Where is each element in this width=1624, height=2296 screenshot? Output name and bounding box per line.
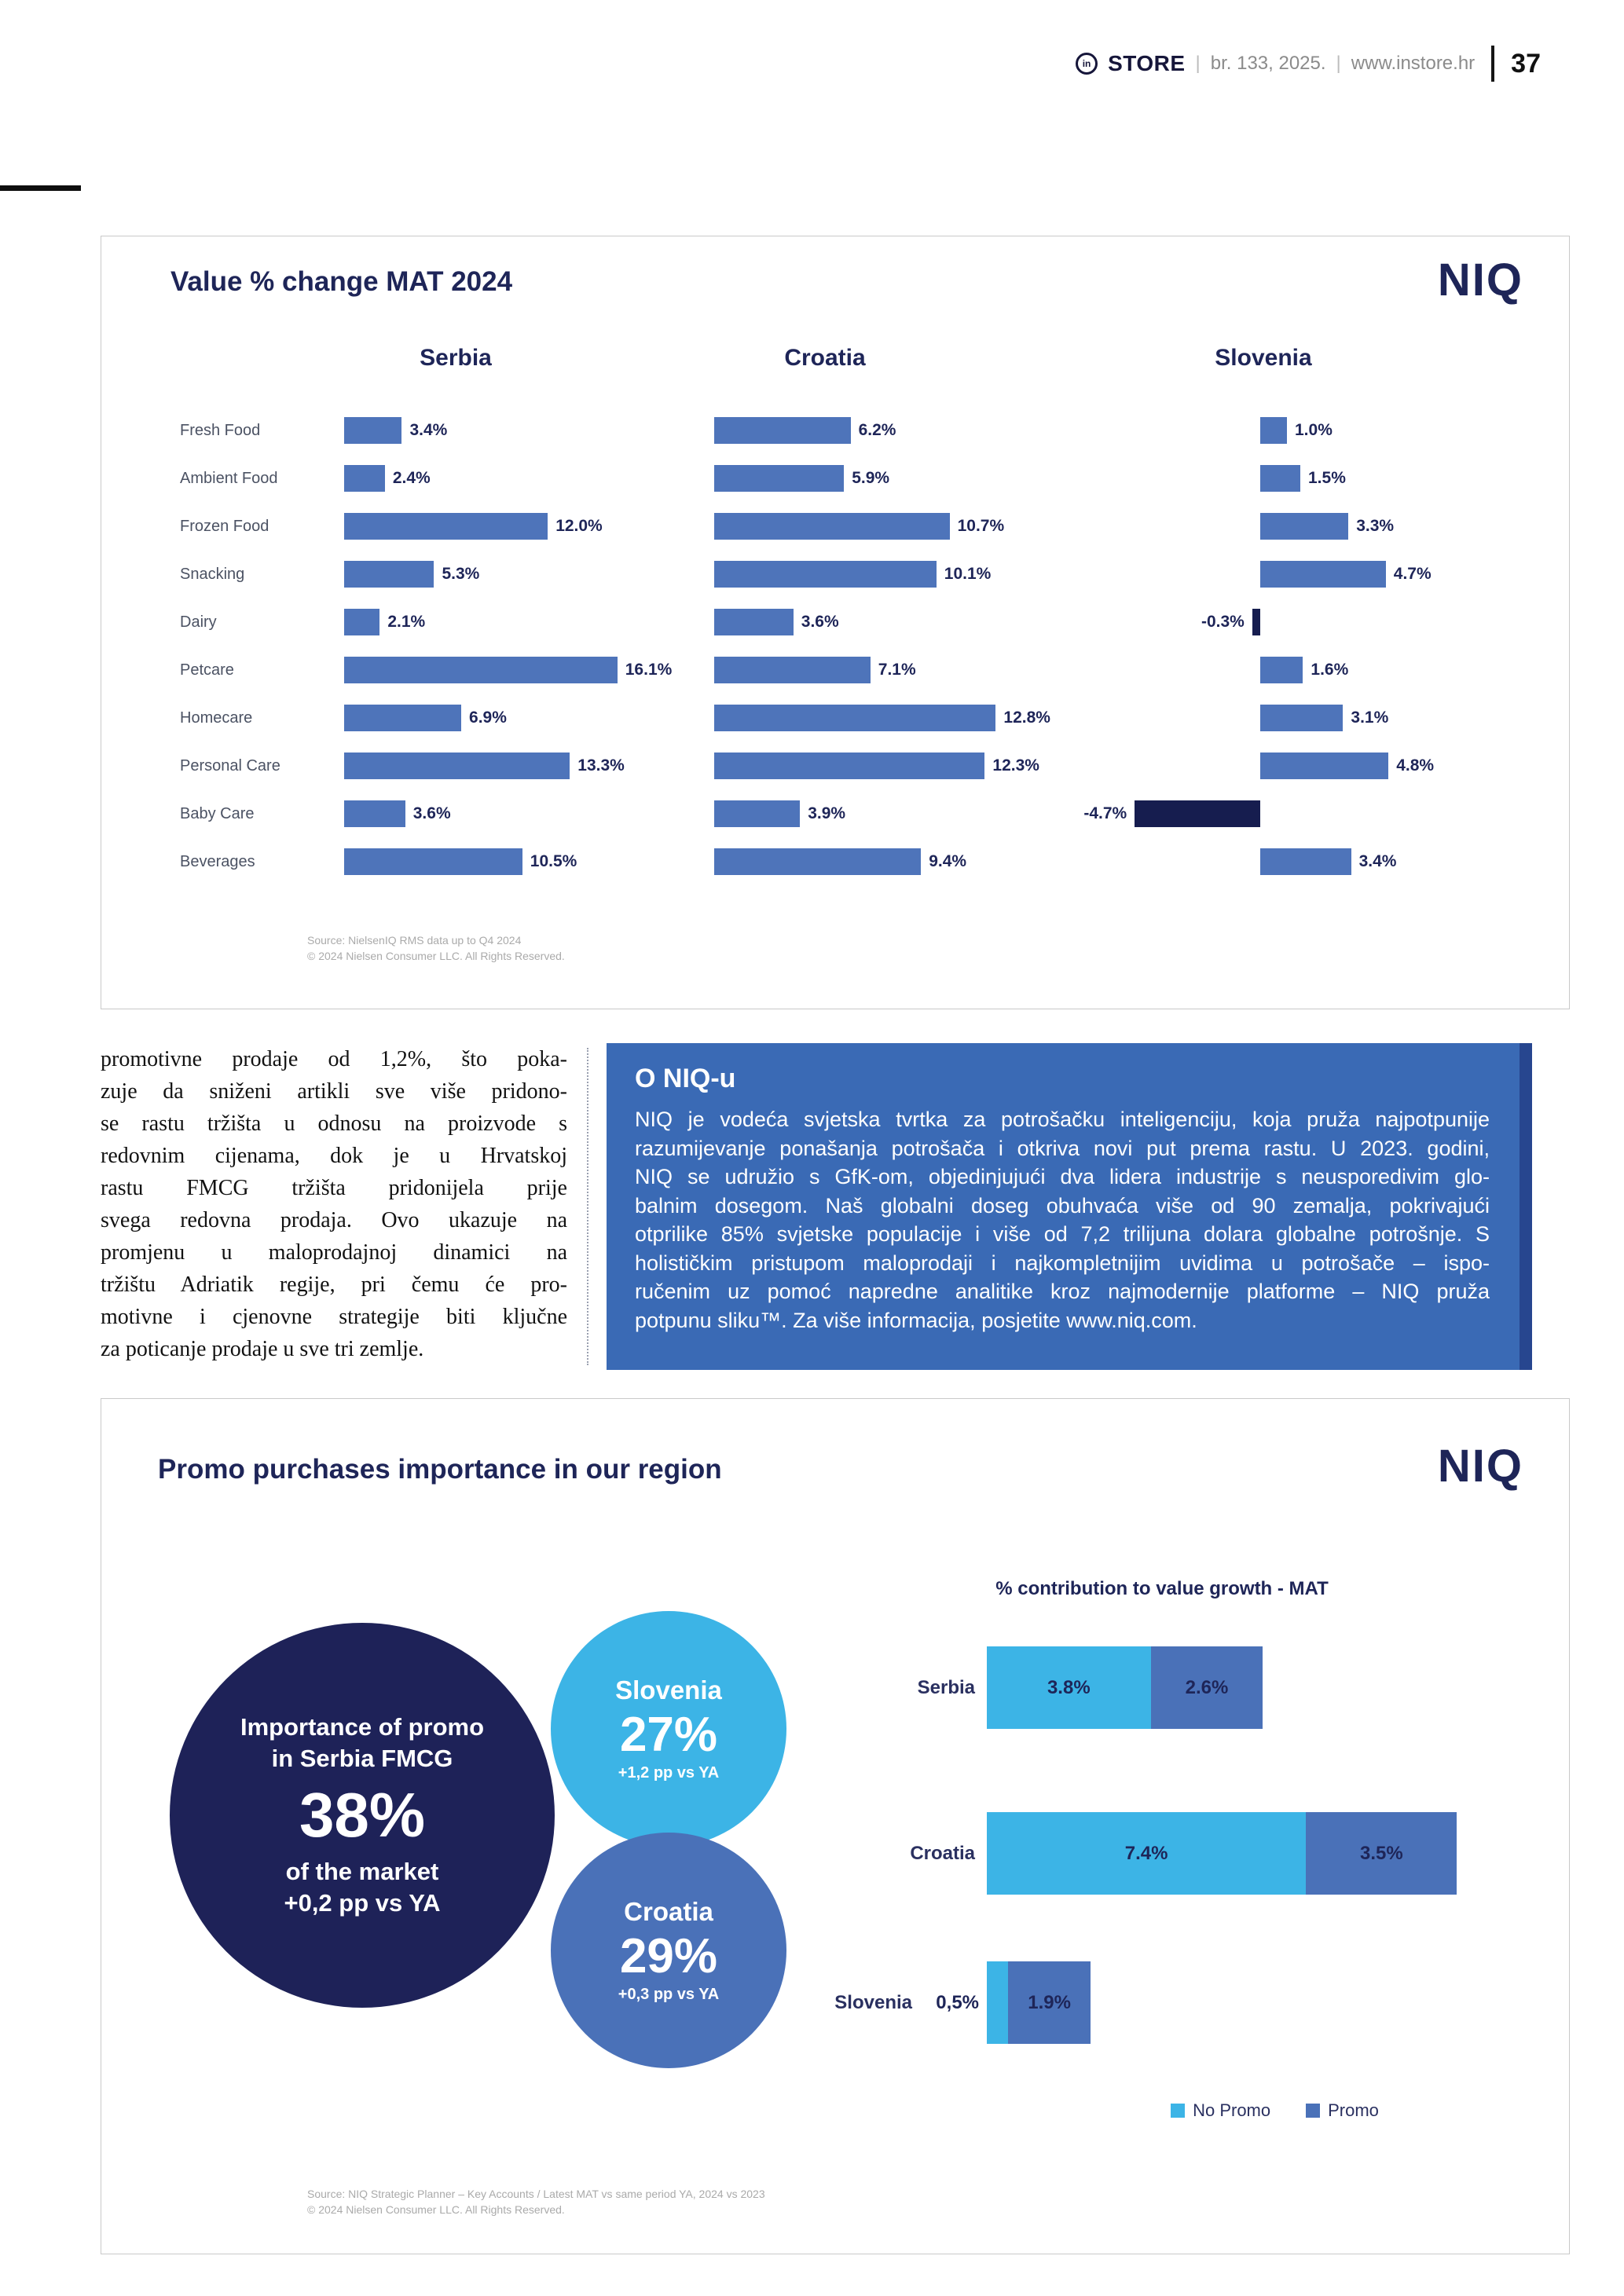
source-block (307, 2186, 765, 2217)
promo-value-label: 1.9% (1028, 1991, 1071, 2013)
source-block (307, 932, 565, 964)
no-promo-value-label: 3.8% (1047, 1676, 1091, 1698)
instore-logo-icon (1076, 53, 1098, 75)
bar-value-label: 3.3% (1356, 517, 1395, 535)
country-label: Serbia (917, 1676, 975, 1698)
column-header-serbia: Serbia (420, 345, 492, 371)
header-rule (1491, 46, 1494, 82)
bar-value-label: 2.1% (387, 613, 426, 631)
bar-slovenia-baby-care (1135, 800, 1260, 827)
bar-slovenia-frozen-food (1260, 513, 1348, 540)
bar-value-label: 7.1% (878, 661, 916, 679)
bar-value-label: 1.6% (1311, 661, 1349, 679)
page-margin-tick (0, 185, 81, 191)
copyright-note: © 2024 Nielsen Consumer LLC. All Rights Reserved. (307, 2203, 565, 2216)
chart-title: Value % change MAT 2024 (170, 266, 513, 297)
bar-slovenia-snacking (1260, 561, 1386, 588)
legend-label: Promo (1328, 2100, 1379, 2120)
bar-serbia-beverages (344, 848, 522, 875)
column-header-croatia: Croatia (784, 345, 866, 371)
bar-value-label: 3.4% (409, 421, 448, 439)
bar-value-label: 3.9% (808, 804, 846, 822)
about-niq-line: holističkim pristupom maloprodaji i najkompletnijim uvidima u potrošače – ispo- (635, 1251, 1490, 1275)
source-note: Source: NIQ Strategic Planner – Key Accounts / Latest MAT vs same period YA, 2024 vs 2023 (307, 2188, 765, 2200)
copyright-note: © 2024 Nielsen Consumer LLC. All Rights Reserved. (307, 950, 565, 962)
bar-serbia-homecare (344, 705, 461, 731)
bar-croatia-fresh-food (714, 417, 851, 444)
category-label: Homecare (180, 709, 253, 727)
bar-value-label: 6.2% (858, 421, 896, 439)
bar-croatia-beverages (714, 848, 921, 875)
about-niq-text (635, 1105, 1490, 1335)
category-label: Baby Care (180, 804, 255, 822)
stacked-chart-title: % contribution to value growth - MAT (995, 1578, 1329, 1599)
website-link: www.instore.hr (1351, 53, 1476, 74)
bar-serbia-frozen-food (344, 513, 548, 540)
bar-slovenia-homecare (1260, 705, 1343, 731)
bar-serbia-baby-care (344, 800, 405, 827)
brand-name: STORE (1108, 51, 1186, 75)
page-header (1076, 46, 1541, 82)
bar-serbia-petcare (344, 657, 618, 683)
article-line: zuje da sniženi artikli sve više pridono- (101, 1079, 567, 1104)
chart-legend (987, 2100, 1563, 2121)
about-niq-title: O NIQ-u (635, 1064, 736, 1093)
about-niq-line: balnim dosegom. Naš globalni doseg obuhvaća više od 90 zemalja, pokrivajući (635, 1193, 1490, 1218)
article-line: motivne i cjenovne strategije biti ključne (101, 1305, 567, 1329)
circle-value: 27% (619, 1707, 718, 1762)
bar-value-label: 13.3% (577, 756, 625, 774)
category-label: Personal Care (180, 756, 280, 774)
separator: | (1336, 53, 1341, 74)
column-header-slovenia: Slovenia (1215, 345, 1312, 371)
circle-country: Slovenia (615, 1675, 722, 1705)
no-promo-segment (987, 1961, 1008, 2044)
niq-logo: NIQ (1437, 255, 1523, 306)
bar-value-label: 5.3% (442, 565, 480, 583)
niq-logo: NIQ (1437, 1441, 1523, 1492)
category-label: Beverages (180, 852, 255, 870)
article-line: tržištu Adriatik regije, pri čemu će pro- (101, 1273, 567, 1297)
article-line: svega redovna prodaja. Ovo ukazuje na (101, 1208, 567, 1232)
source-note: Source: NielsenIQ RMS data up to Q4 2024 (307, 934, 522, 947)
legend-item-promo (1306, 2100, 1379, 2121)
country-label: Slovenia (834, 1991, 912, 2013)
about-niq-line: otprilike 85% svjetske populacije i više od 7,2 trilijuna dolara globalne potrošnje. S (635, 1222, 1490, 1246)
bar-croatia-ambient-food (714, 465, 844, 492)
value-change-chart-panel (101, 236, 1570, 1009)
legend-label: No Promo (1193, 2100, 1271, 2120)
logo-mark-text: in (1082, 58, 1091, 69)
bar-value-label: 3.6% (801, 613, 839, 631)
bar-slovenia-petcare (1260, 657, 1303, 683)
article-line: promjenu u maloprodajnoj dinamici na (101, 1240, 567, 1265)
separator: | (1195, 53, 1201, 74)
category-label: Dairy (180, 613, 217, 631)
article-text (101, 1043, 567, 1365)
bar-serbia-snacking (344, 561, 434, 588)
category-label: Ambient Food (180, 469, 278, 487)
bar-croatia-personal-care (714, 753, 984, 779)
circle-text: +0,2 pp vs YA (284, 1889, 441, 1917)
bar-croatia-frozen-food (714, 513, 950, 540)
page-number: 37 (1511, 48, 1541, 79)
category-label: Fresh Food (180, 421, 261, 439)
about-niq-line: razumijevanje ponašanja potrošača i otkriva novi put prema rastu. U 2023. godini, (635, 1136, 1490, 1160)
slovenia-promo-circle (551, 1611, 786, 1847)
chart-title: Promo purchases importance in our region (158, 1454, 722, 1485)
bar-value-label: 2.4% (392, 469, 431, 487)
bar-serbia-ambient-food (344, 465, 385, 492)
bar-value-label: 10.5% (530, 852, 577, 870)
bar-slovenia-ambient-food (1260, 465, 1300, 492)
bar-value-label: 1.5% (1308, 469, 1346, 487)
bar-serbia-dairy (344, 609, 379, 635)
bar-value-label: 10.1% (944, 565, 992, 583)
bar-value-label: 12.8% (1003, 709, 1050, 727)
issue-label: br. 133, 2025. (1210, 53, 1326, 74)
bar-serbia-fresh-food (344, 417, 401, 444)
no-promo-value-label: 0,5% (936, 1991, 979, 2013)
column-divider (587, 1048, 588, 1365)
circle-value: 29% (619, 1928, 718, 1983)
about-niq-line: NIQ je vodeća svjetska tvrtka za potrošačku inteligenciju, koja pruža najpotpunije (635, 1108, 1490, 1131)
bar-value-label: 12.3% (992, 756, 1039, 774)
bar-serbia-personal-care (344, 753, 570, 779)
bar-value-label: 3.6% (412, 804, 451, 822)
bar-value-label: 10.7% (957, 517, 1005, 535)
promo-value-label: 3.5% (1359, 1842, 1403, 1864)
circle-text: of the market (285, 1858, 439, 1885)
no-promo-swatch-icon (1171, 2104, 1185, 2118)
category-label: Petcare (180, 661, 234, 679)
circle-country: Croatia (624, 1896, 713, 1926)
article-line: za poticanje prodaje u sve tri zemlje. (101, 1337, 424, 1361)
bar-value-label: 3.4% (1358, 852, 1397, 870)
category-label: Snacking (180, 565, 245, 583)
bar-slovenia-beverages (1260, 848, 1351, 875)
bar-value-label: 12.0% (555, 517, 603, 535)
promo-importance-panel (101, 1398, 1570, 2254)
bar-value-label: 6.9% (469, 709, 507, 727)
bar-slovenia-dairy (1252, 609, 1260, 635)
bar-value-label: 1.0% (1295, 421, 1333, 439)
bar-croatia-homecare (714, 705, 995, 731)
circle-value: 38% (299, 1780, 426, 1850)
about-niq-line: ručenim uz pomoć napredne analitike kroz najmodernije platforme – NIQ pruža (635, 1280, 1490, 1303)
no-promo-value-label: 7.4% (1124, 1842, 1168, 1864)
circle-text: in Serbia FMCG (271, 1745, 453, 1772)
circle-delta: +1,2 pp vs YA (618, 1764, 720, 1782)
bar-value-label: -0.3% (1201, 613, 1245, 631)
bar-value-label: -4.7% (1083, 804, 1127, 822)
circle-text: Importance of promo (240, 1713, 484, 1741)
legend-item-no-promo (1171, 2100, 1270, 2121)
country-label: Croatia (910, 1842, 975, 1864)
category-label: Frozen Food (180, 517, 269, 535)
about-niq-line: potpunu sliku™. Za više informacija, posjetite www.niq.com. (635, 1308, 1197, 1332)
article-line: promotivne prodaje od 1,2%, što poka- (101, 1047, 567, 1071)
bar-value-label: 16.1% (625, 661, 673, 679)
bar-slovenia-personal-care (1260, 753, 1388, 779)
bar-value-label: 9.4% (929, 852, 967, 870)
bar-croatia-dairy (714, 609, 794, 635)
article-line: se rastu tržišta u odnosu na proizvode s (101, 1111, 567, 1136)
bar-slovenia-fresh-food (1260, 417, 1287, 444)
promo-value-label: 2.6% (1185, 1676, 1229, 1698)
circle-delta: +0,3 pp vs YA (618, 1986, 720, 2004)
bar-croatia-snacking (714, 561, 937, 588)
bar-croatia-petcare (714, 657, 871, 683)
bar-value-label: 4.8% (1396, 756, 1435, 774)
about-niq-box (607, 1043, 1532, 1370)
bar-value-label: 5.9% (852, 469, 890, 487)
article-line: redovnim cijenama, dok je u Hrvatskoj (101, 1144, 567, 1168)
serbia-promo-circle (170, 1623, 555, 2008)
promo-swatch-icon (1306, 2104, 1320, 2118)
about-niq-line: NIQ se udružio s GfK-om, objedinjujući dva lidera industrije s neusporedivim glo- (635, 1165, 1490, 1188)
bar-value-label: 3.1% (1351, 709, 1389, 727)
bar-croatia-baby-care (714, 800, 800, 827)
article-line: rastu FMCG tržišta pridonijela prije (101, 1176, 567, 1200)
bar-value-label: 4.7% (1393, 565, 1432, 583)
